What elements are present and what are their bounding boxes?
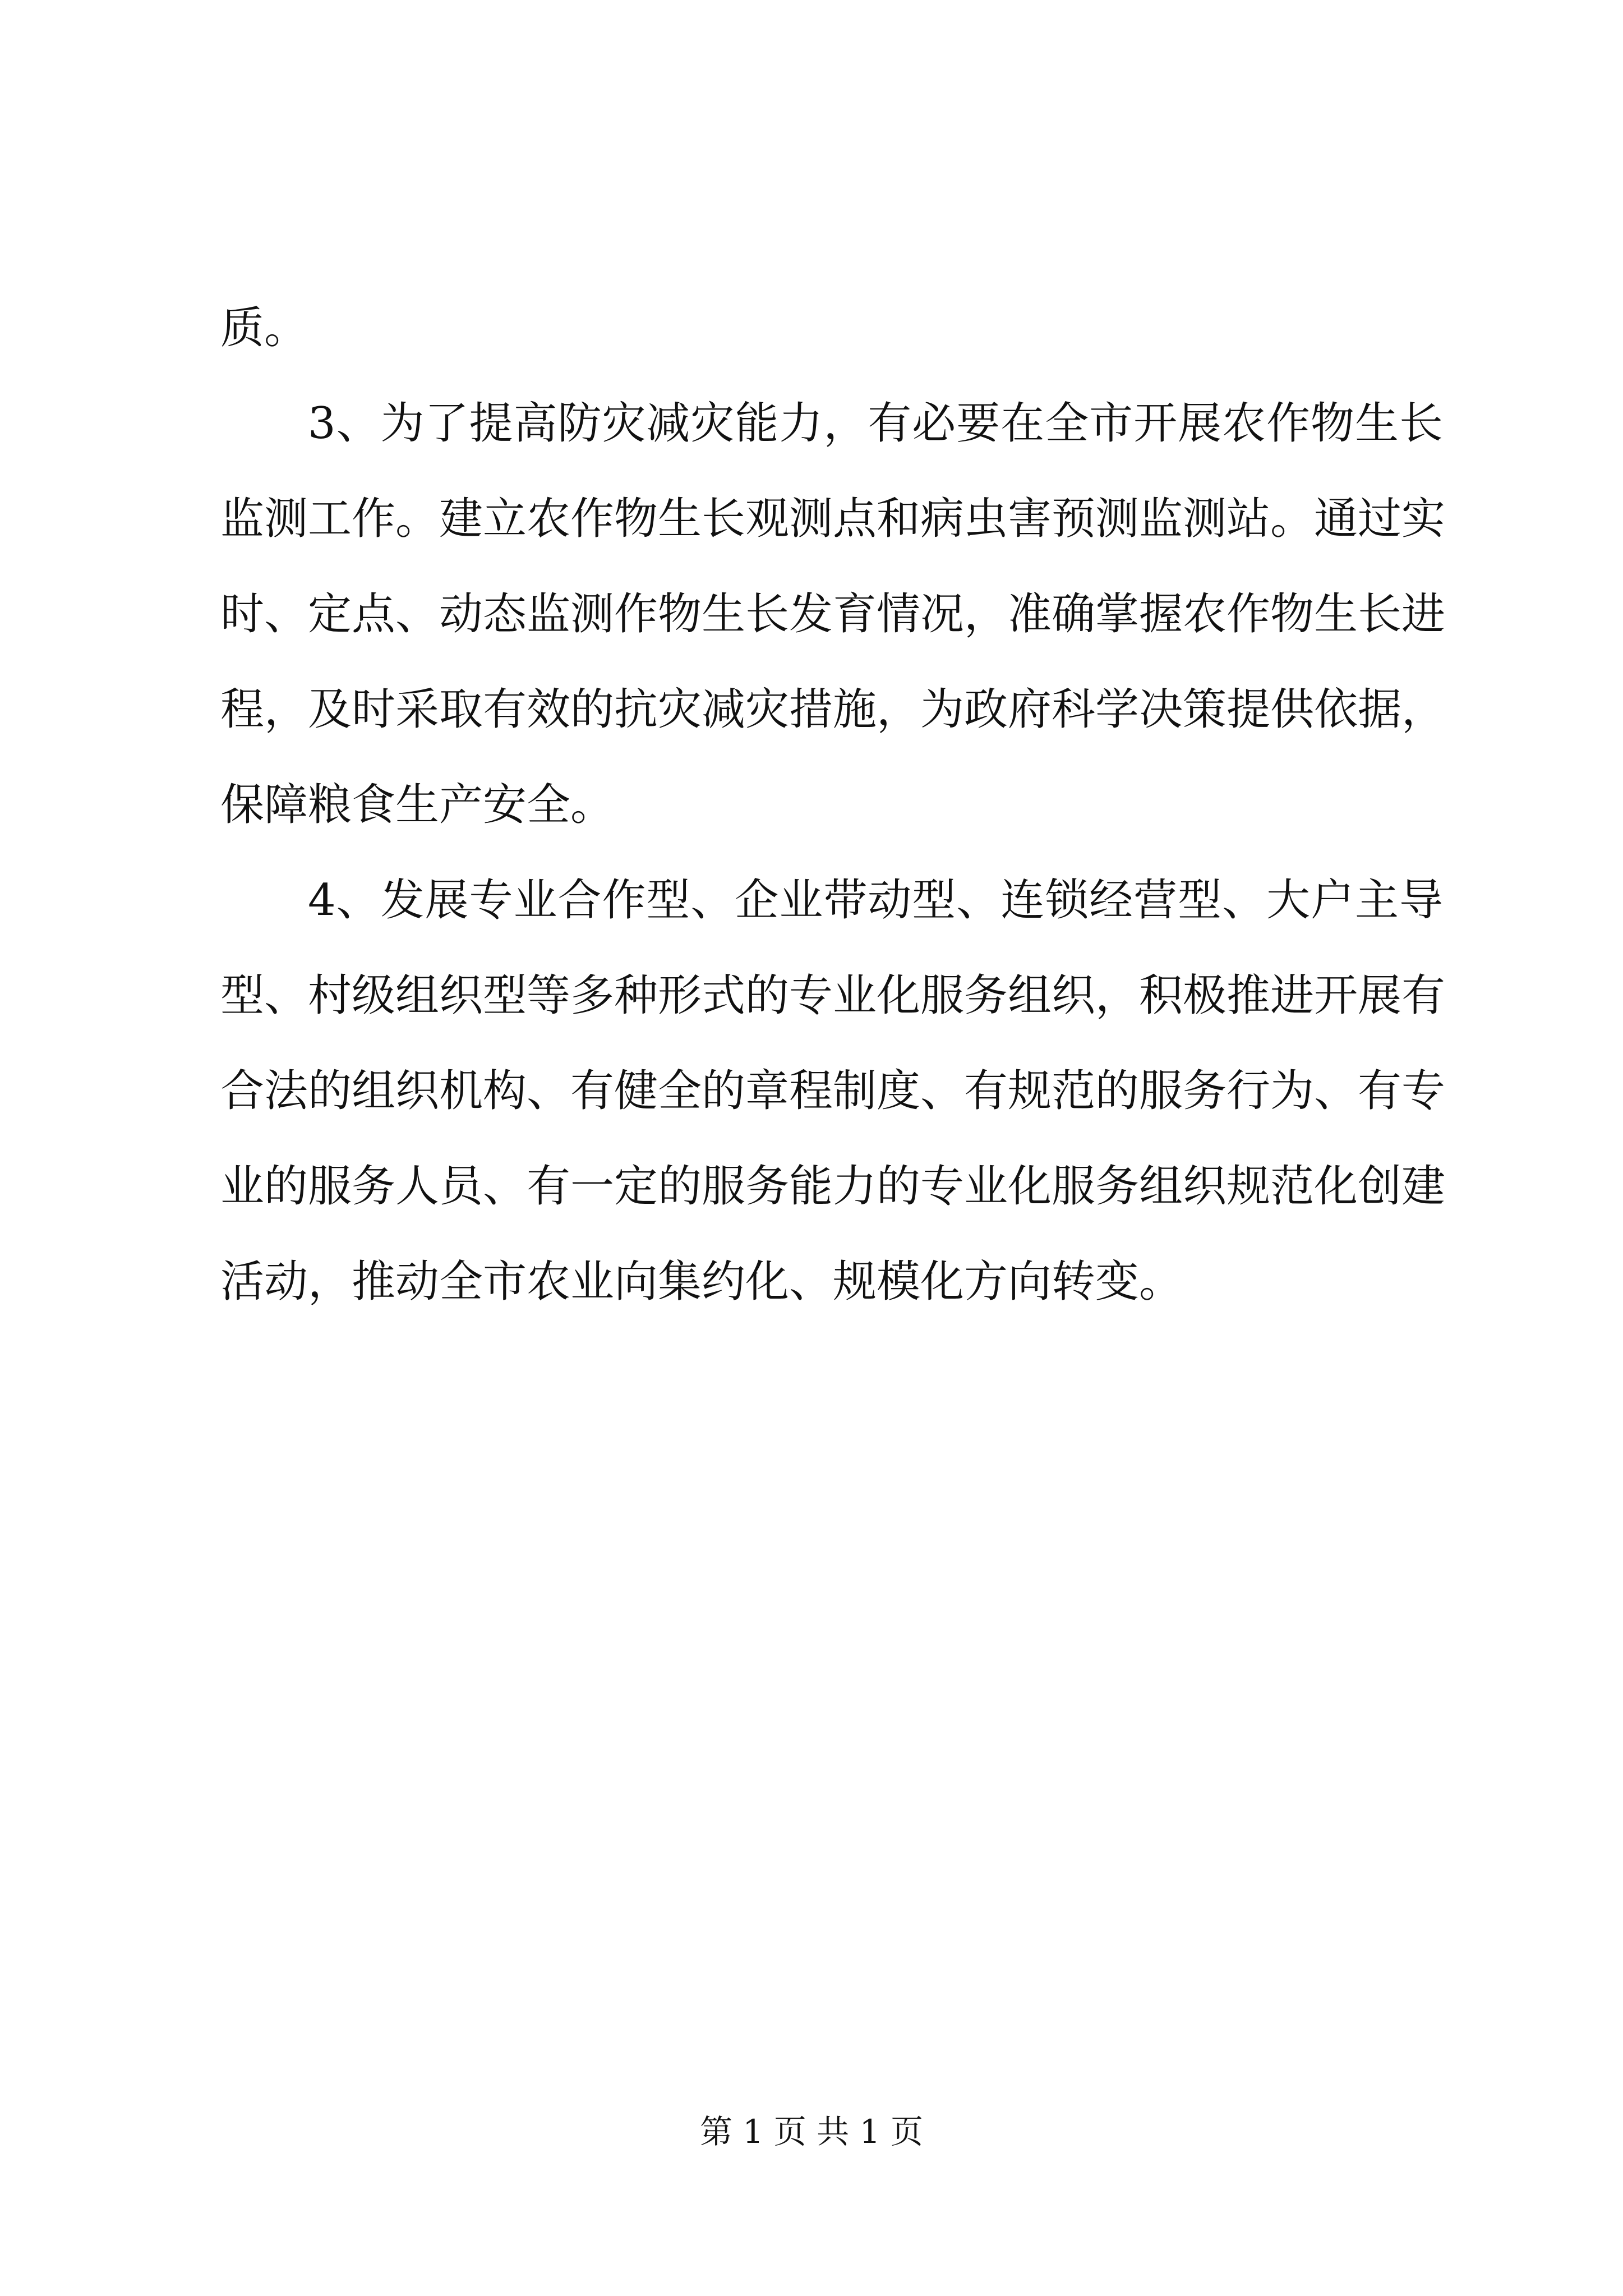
paragraph-line: 程，及时采取有效的抗灾减灾措施，为政府科学决策提供依据， — [220, 684, 1446, 735]
paragraph-line: 合法的组织机构、有健全的章程制度、有规范的服务行为、有专 — [220, 1066, 1446, 1116]
paragraph-line: 质。 — [220, 303, 308, 353]
paragraph-line: 型、村级组织型等多种形式的专业化服务组织，积极推进开展有 — [220, 970, 1446, 1021]
paragraph-line: 监测工作。建立农作物生长观测点和病虫害预测监测站。通过实 — [220, 494, 1446, 544]
paragraph-line: 时、定点、动态监测作物生长发育情况，准确掌握农作物生长进 — [220, 589, 1446, 639]
paragraph-line: 保障粮食生产安全。 — [220, 780, 615, 830]
page-number: 第 1 页 共 1 页 — [700, 2113, 923, 2151]
paragraph-line: 4、发展专业合作型、企业带动型、连锁经营型、大户主导 — [308, 875, 1443, 926]
paragraph-line: 活动，推动全市农业向集约化、规模化方向转变。 — [220, 1257, 1183, 1307]
paragraph-line: 3、为了提高防灾减灾能力，有必要在全市开展农作物生长 — [308, 398, 1443, 449]
paragraph-line: 业的服务人员、有一定的服务能力的专业化服务组织规范化创建 — [220, 1161, 1446, 1212]
